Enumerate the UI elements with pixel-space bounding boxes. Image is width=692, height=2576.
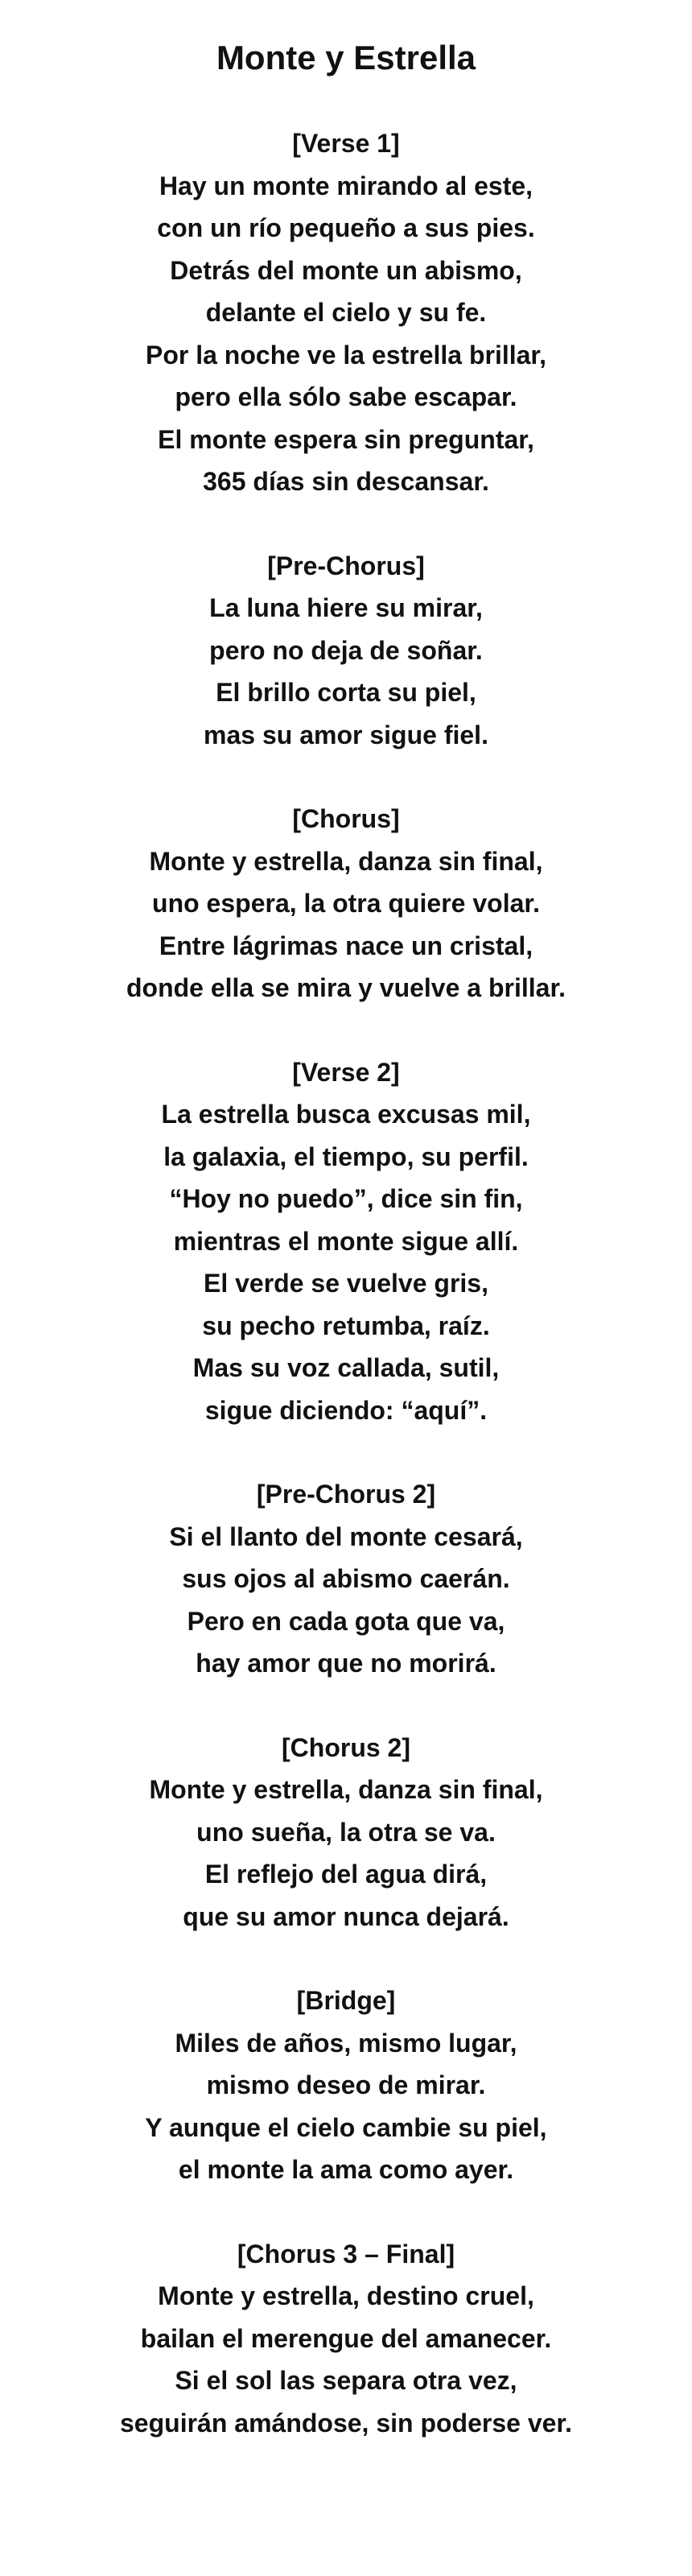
- lyric-line: pero ella sólo sabe escapar.: [175, 382, 517, 411]
- lyric-line: Monte y estrella, danza sin final,: [149, 1775, 543, 1804]
- lyric-line: mientras el monte sigue allí.: [173, 1226, 519, 1256]
- lyric-line: Miles de años, mismo lugar,: [175, 2028, 517, 2058]
- section-verse-1: [0, 122, 692, 503]
- lyric-line: “Hoy no puedo”, dice sin fin,: [169, 1184, 523, 1213]
- section-label: [Chorus]: [292, 804, 400, 833]
- lyric-line: su pecho retumba, raíz.: [202, 1311, 490, 1340]
- lyric-line: donde ella se mira y vuelve a brillar.: [126, 973, 566, 1002]
- lyric-line: El reflejo del agua dirá,: [204, 1860, 488, 1889]
- lyric-line: El verde se vuelve gris,: [204, 1269, 488, 1298]
- lyric-line: pero no deja de soñar.: [209, 635, 483, 665]
- lyric-line: Mas su voz callada, sutil,: [192, 1353, 500, 1382]
- lyric-line: el monte la ama como ayer.: [178, 2155, 514, 2184]
- lyric-line: que su amor nunca dejará.: [183, 1901, 509, 1931]
- section-bridge: [0, 1979, 692, 2191]
- song-title: Monte y Estrella: [216, 39, 476, 76]
- section-label: [Verse 2]: [292, 1057, 400, 1087]
- lyric-line: Y aunque el cielo cambie su piel,: [145, 2112, 547, 2142]
- lyric-line: con un río pequeño a sus pies.: [157, 213, 535, 242]
- lyric-line: Detrás del monte un abismo,: [170, 255, 522, 285]
- section-label: [Pre-Chorus 2]: [256, 1480, 436, 1509]
- lyric-line: Monte y estrella, destino cruel,: [158, 2281, 534, 2310]
- lyric-line: 365 días sin descansar.: [203, 467, 489, 496]
- lyric-line: La luna hiere su mirar,: [209, 593, 483, 622]
- lyric-line: mismo deseo de mirar.: [206, 2070, 486, 2099]
- lyric-line: hay amor que no morirá.: [196, 1649, 496, 1678]
- section-pre-chorus-2: [0, 1473, 692, 1685]
- section-label: [Chorus 2]: [282, 1732, 410, 1762]
- lyric-line: delante el cielo y su fe.: [205, 298, 487, 327]
- lyric-line: sus ojos al abismo caerán.: [182, 1564, 510, 1593]
- section-chorus-2: [0, 1727, 692, 1938]
- lyric-line: mas su amor sigue fiel.: [204, 720, 488, 749]
- lyric-line: la galaxia, el tiempo, su perfil.: [163, 1141, 529, 1171]
- lyrics-body: [0, 122, 692, 2444]
- lyric-line: Si el llanto del monte cesará,: [169, 1521, 523, 1551]
- lyric-line: Hay un monte mirando al este,: [159, 171, 533, 200]
- lyric-line: Monte y estrella, danza sin final,: [149, 846, 543, 876]
- lyric-line: uno sueña, la otra se va.: [196, 1817, 496, 1847]
- lyric-line: bailan el merengue del amanecer.: [140, 2323, 552, 2353]
- section-label: [Verse 1]: [292, 129, 400, 158]
- lyric-line: Si el sol las separa otra vez,: [175, 2366, 517, 2395]
- lyric-line: sigue diciendo: “aquí”.: [204, 1395, 488, 1425]
- lyric-line: seguirán amándose, sin poderse ver.: [120, 2408, 572, 2438]
- lyric-line: Entre lágrimas nace un cristal,: [159, 931, 533, 960]
- section-pre-chorus: [0, 545, 692, 757]
- section-label: [Bridge]: [296, 1986, 396, 2015]
- lyric-line: El monte espera sin preguntar,: [158, 424, 534, 454]
- lyric-line: El brillo corta su piel,: [216, 678, 476, 707]
- section-verse-2: [0, 1051, 692, 1432]
- lyric-line: Pero en cada gota que va,: [187, 1606, 505, 1636]
- section-label: [Chorus 3 – Final]: [237, 2239, 455, 2268]
- lyric-line: uno espera, la otra quiere volar.: [152, 889, 540, 918]
- section-chorus-3-final: [0, 2233, 692, 2445]
- lyric-line: La estrella busca excusas mil,: [161, 1100, 531, 1129]
- lyric-line: Por la noche ve la estrella brillar,: [145, 340, 546, 369]
- section-chorus: [0, 798, 692, 1009]
- section-label: [Pre-Chorus]: [267, 551, 425, 580]
